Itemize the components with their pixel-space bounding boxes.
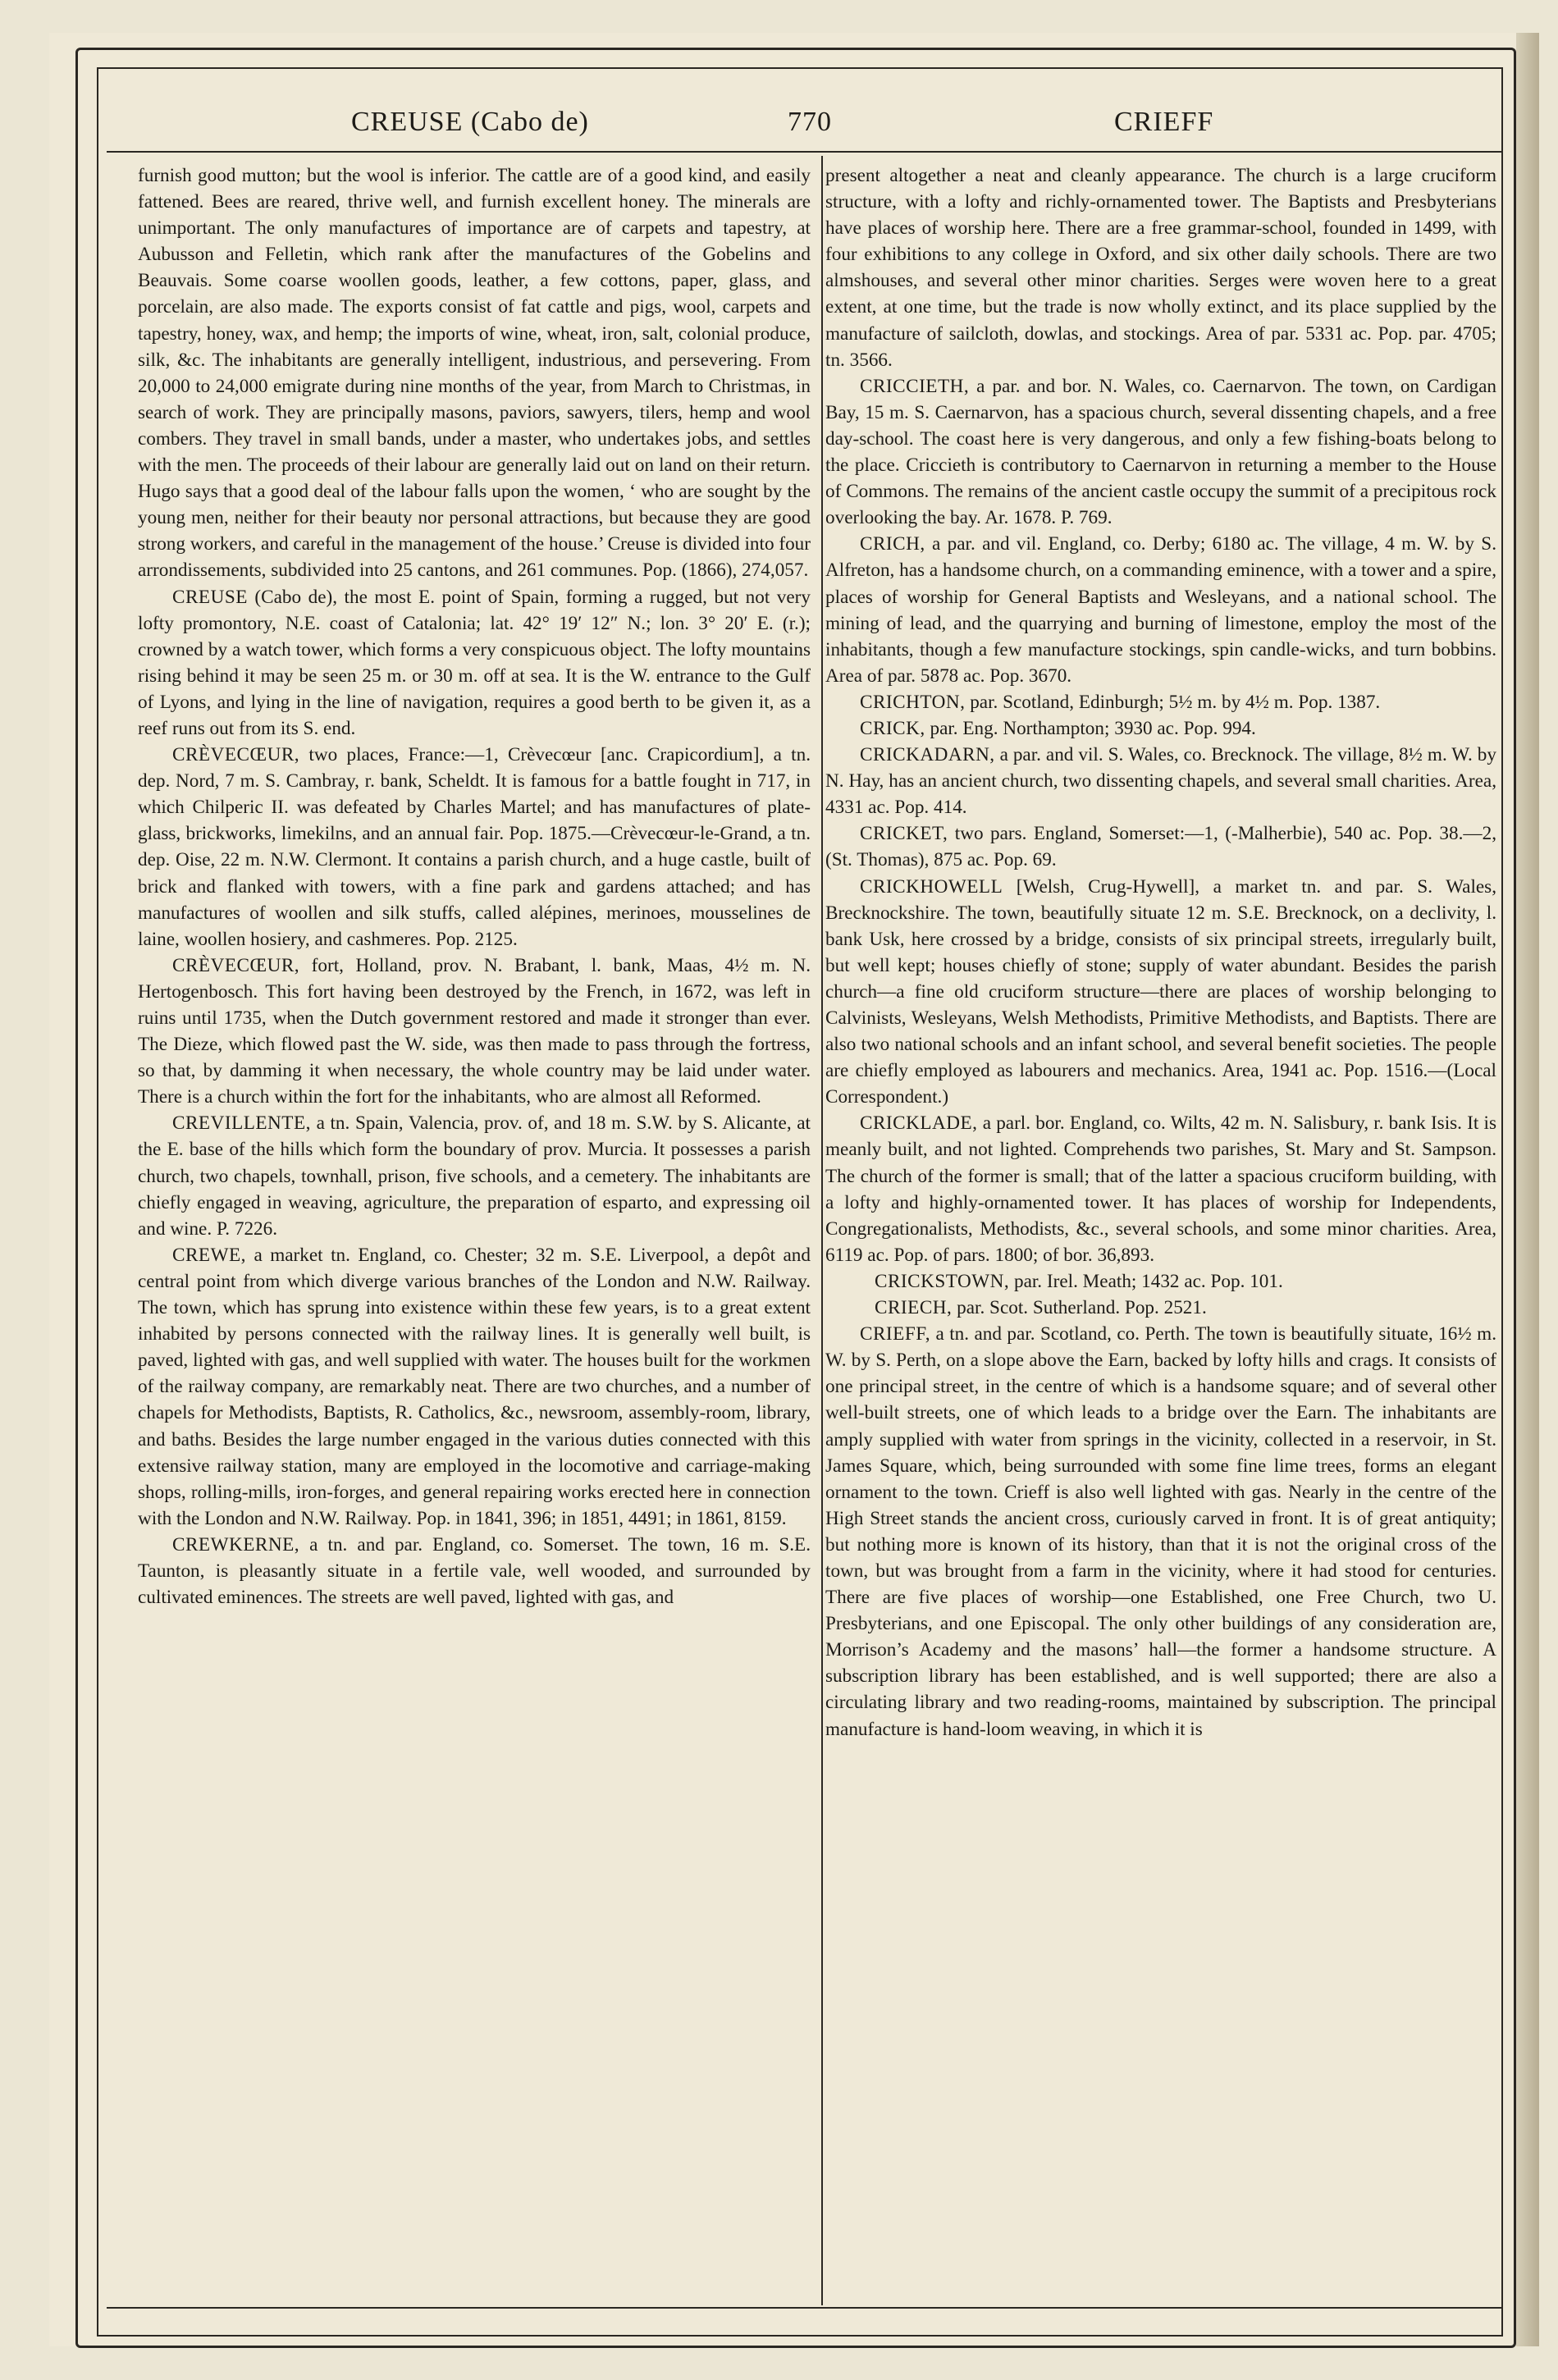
headword: CRICKHOWELL [860,875,1003,898]
entry-crieff: CRIEFF, a tn. and par. Scotland, co. Perth. The town is beautifully situate, 16½ m. W. by S. Perth, on a slope above the Earn, backed by lofty hills and crags. It consists of one principal street, in the centre of which is a handsome square; and of several other well-built streets, one of which leads to a bridge over the Earn. The inhabitants are amply supplied with water from springs in the vicinity, collected in a reservoir, in St. James Square, which, being surrounded with some fine lime trees, forms an elegant ornament to the town. Crieff is also well lighted with gas. Nearly in the centre of the High Street stands the ancient cross, curiously carved in front. It is of great antiquity; but nothing more is known of its history, than that it is not the original cross of the town, but was brought from a farm in the vicinity, where it had stood for centuries. There are five places of worship—one Established, one Free Church, two U. Presbyterians, and one Episcopal. The only other buildings of any consideration are, Morrison’s Academy and the masons’ hall—the former a handsome structure. A subscription library has been established, and is well supported; there are also a circulating library and two reading-rooms, maintained by subscription. The principal manufacture is hand-loom weaving, in which it is [825,1323,1496,1740]
entry-cricklade: CRICKLADE, a parl. bor. England, co. Wilts, 42 m. N. Salisbury, r. bank Isis. It is meanly built, and not lighted. Comprehends two parishes, St. Mary and St. Sampson. The church of the former is small; that of the latter a spacious cruciform building, with a lofty and highly-ornamented tower. It has places of worship for Independents, Congregationalists, Methodists, &c., several schools, and some minor charities. Area, 6119 ac. Pop. of pars. 1800; of bor. 36,893. [825,1112,1496,1266]
entry-continuation: present altogether a neat and cleanly appearance. The church is a large cruciform structure, with a lofty and richly-ornamented tower. The Baptists and Presbyterians have places of worship here. There are a free grammar-school, founded in 1499, with four exhibitions to any college in Oxford, and six other daily schools. There are two almshouses, and several other minor charities. Serges were woven here to a great extent, at one time, but the trade is now wholly extinct, and its place supplied by the manufacture of sailcloth, dowlas, and stockings. Area of par. 5331 ac. Pop. par. 4705; tn. 3566. [825,165,1496,371]
headword: CRÈVECŒUR, [172,744,300,766]
headword: CRIEFF, [860,1323,931,1345]
running-header [123,97,1469,154]
headword: CREVILLENTE, [172,1112,311,1135]
entry-crevecoeur-fort: CRÈVECŒUR, fort, Holland, prov. N. Brabant, l. bank, Maas, 4½ m. N. Hertogenbosch. This fort having been destroyed by the French, in 1672, was left in ruins until 1735, when the Dutch government restored and made it stronger than ever. The Dieze, which flowed past the W. side, was then made to pass through the fortress, so that, by damming it when necessary, the whole country may be laid under water. There is a church within the fort for the inhabitants, who are almost all Reformed. [138,954,811,1108]
headword: CRÈVECŒUR, [172,954,300,976]
header-rule [107,151,1501,153]
header-left-catchword: CREUSE (Cabo de) [351,107,589,137]
entry-crickadarn: CRICKADARN, a par. and vil. S. Wales, co. Brecknock. The village, 8½ m. W. by N. Hay, has an ancient church, two dissenting chapels, and several small charities. Area, 4331 ac. Pop. 414. [825,744,1496,819]
headword: CRICKET, [860,823,948,845]
column-divider [821,156,823,2305]
header-right-catchword: CRIEFF [1114,107,1214,137]
entry-crichton: CRICHTON, par. Scotland, Edinburgh; 5½ m. by 4½ m. Pop. 1387. [860,691,1381,713]
entry-crewkerne: CREWKERNE, a tn. and par. England, co. Somerset. The town, 16 m. S.E. Taunton, is pleasantly situate in a fertile vale, well wooded, and surrounded by cultivated eminences. The streets are well paved, lighted with gas, and [138,1533,811,1609]
entry-criech: CRIECH, par. Scot. Sutherland. Pop. 2521. [875,1297,1207,1319]
entry-crevillente: CREVILLENTE, a tn. Spain, Valencia, prov. of, and 18 m. S.W. by S. Alicante, at the E. base of the hills which form the boundary of prov. Murcia. It possesses a parish church, two chapels, townhall, prison, five schools, and a cemetery. The inhabitants are chiefly engaged in weaving, agriculture, the preparation of esparto, and expressing oil and wine. P. 7226. [138,1112,811,1240]
entry-creuse-cabo: CREUSE (Cabo de), the most E. point of Spain, forming a rugged, but not very lofty promontory, N.E. coast of Catalonia; lat. 42° 19′ 12″ N.; lon. 3° 20′ E. (r.); crowned by a watch tower, which forms a very conspicuous object. The lofty mountains rising behind it may be seen 25 m. or 30 m. off at sea. It is the W. entrance to the Gulf of Lyons, and lying in the line of navigation, requires a good berth to be given it, as a reef runs out from its S. end. [138,586,811,739]
headword: CREUSE [172,586,248,608]
entry-crevecoeur-france: CRÈVECŒUR, two places, France:—1, Crèvecœur [anc. Crapicordium], a tn. dep. Nord, 7 m. S. Cambray, r. bank, Scheldt. It is famous for a battle fought in 717, in which Chilperic II. was defeated by Charles Martel; and has manufactures of plate-glass, brickworks, limekilns, and an annual fair. Pop. 1875.—Crèvecœur-le-Grand, a tn. dep. Oise, 22 m. N.W. Clermont. It contains a parish church, and a huge castle, built of brick and flanked with towers, with a fine park and gardens attached; and has manufactures of woollen and silk stuffs, called alépines, merinoes, mousselines de laine, woollen hosiery, and cashmeres. Pop. 2125. [138,744,811,950]
page-number: 770 [788,107,832,137]
headword: CRICKSTOWN, [875,1270,1010,1292]
headword: CRICKADARN, [860,744,995,766]
entry-crich: CRICH, a par. and vil. England, co. Derby; 6180 ac. The village, 4 m. W. by S. Alfreton, has a handsome church, on a commanding eminence, with a tower and a spire, places of worship for General Baptists and Wesleyans, and a national school. The mining of lead, and the quarrying and burning of limestone, employ the most of the inhabitants, though a few manufacture stockings, spin candle-wicks, and turn bobbins. Area of par. 5878 ac. Pop. 3670. [825,533,1496,687]
entry-crewe: CREWE, a market tn. England, co. Chester; 32 m. S.E. Liverpool, a depôt and central point from which diverge various branches of the London and N.W. Railway. The town, which has sprung into existence within these few years, is to a great extent inhabited by persons connected with the railway lines. It is generally well built, is paved, lighted with gas, and well supplied with water. The houses built for the workmen of the railway company, are remarkably neat. There are two churches, and a number of chapels for Methodists, Baptists, R. Catholics, &c., newsroom, assembly-room, library, and baths. Besides the large number engaged in the various duties connected with this extensive railway station, many are employed in the locomotive and carriage-making shops, rolling-mills, iron-forges, and general repairing works erected here in connection with the London and N.W. Railway. Pop. in 1841, 396; in 1851, 4491; in 1861, 8159. [138,1244,811,1529]
left-column [138,162,811,2295]
headword: CREWKERNE, [172,1533,300,1555]
entry-criccieth: CRICCIETH, a par. and bor. N. Wales, co. Caernarvon. The town, on Cardigan Bay, 15 m. S. Caernarvon, has a spacious church, several dissenting chapels, and a free day-school. The coast here is very dangerous, and only a few fishing-boats belong to the place. Criccieth is contributory to Caernarvon in returning a member to the House of Commons. The remains of the ancient castle occupy the summit of a precipitous rock overlooking the bay. Ar. 1678. P. 769. [825,375,1496,529]
entry-continuation: furnish good mutton; but the wool is inferior. The cattle are of a good kind, and easily fattened. Bees are reared, thrive well, and furnish excellent honey. The minerals are unimportant. The only manufactures of importance are of carpets and tapestry, at Aubusson and Felletin, which rank after the manufactures of the Gobelins and Beauvais. Some coarse woollen goods, leather, a few cottons, paper, glass, and porcelain, are also made. The exports consist of fat cattle and pigs, wool, carpets and tapestry, honey, wax, and hemp; the imports of wine, wheat, iron, salt, colonial produce, silk, &c. The inhabitants are generally intelligent, industrious, and persevering. From 20,000 to 24,000 emigrate during nine months of the year, from March to Christmas, in search of work. They are principally masons, paviors, sawyers, tilers, hemp and wool combers. They travel in small bands, under a master, who undertakes jobs, and settles with the men. The proceeds of their labour are generally laid out on land on their return. Hugo says that a good deal of the labour falls upon the women, ‘ who are sought by the young men, neither for their beauty nor personal attractions, but because they are good strong workers, and careful in the management of the house.’ Creuse is divided into four arrondissements, subdivided into 25 cantons, and 261 communes. Pop. (1866), 274,057. [138,165,811,582]
entry-crick: CRICK, par. Eng. Northampton; 3930 ac. Pop. 994. [860,717,1256,739]
entry-crickstown: CRICKSTOWN, par. Irel. Meath; 1432 ac. Pop. 101. [875,1270,1283,1292]
headword: CREWE, [172,1244,246,1266]
page-edge [1516,33,1539,2346]
footer-rule [107,2307,1501,2309]
headword: CRICKLADE, [860,1112,978,1135]
entry-cricket: CRICKET, two pars. England, Somerset:—1, (-Malherbie), 540 ac. Pop. 38.—2, (St. Thomas), 875 ac. Pop. 69. [825,823,1496,871]
headword: CRICHTON, [860,691,966,713]
headword: CRICH, [860,533,925,555]
headword: CRIECH, [875,1297,953,1319]
headword: CRICCIETH, [860,375,970,397]
headword: CRICK, [860,717,925,739]
right-column [825,162,1496,2295]
entry-crickhowell: CRICKHOWELL [Welsh, Crug-Hywell], a market tn. and par. S. Wales, Brecknockshire. The town, beautifully situate 12 m. S.E. Brecknock, on a declivity, l. bank Usk, here crossed by a bridge, consists of six principal streets, irregularly built, but well kept; houses chiefly of stone; supply of water abundant. Besides the parish church—a fine old cruciform structure—there are places of worship belonging to Calvinists, Wesleyans, Welsh Methodists, Primitive Methodists, and Baptists. There are also two national schools and an infant school, and several benefit societies. The people are chiefly employed as labourers and mechanics. Area, 1941 ac. Pop. 1516.—(Local Correspondent.) [825,875,1496,1108]
